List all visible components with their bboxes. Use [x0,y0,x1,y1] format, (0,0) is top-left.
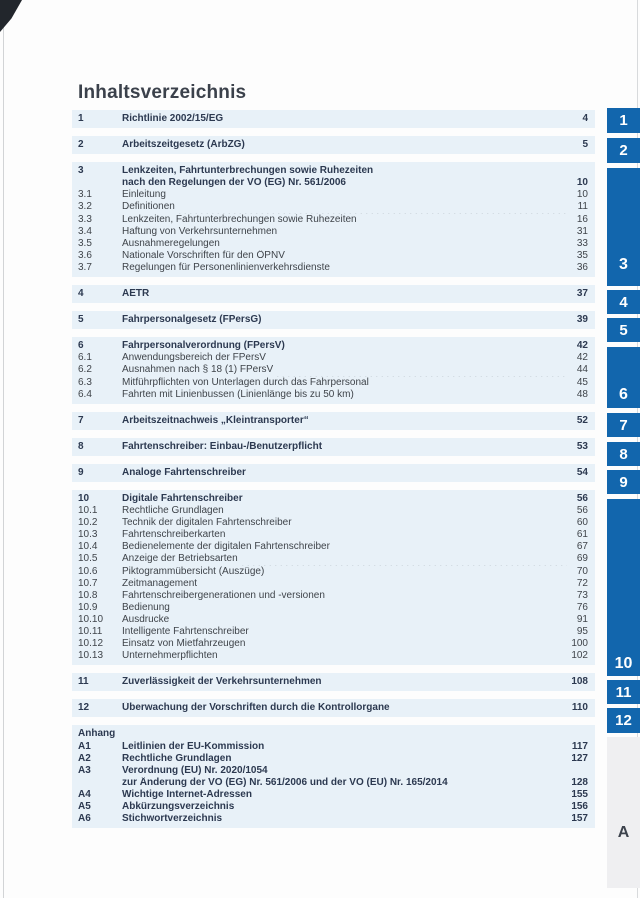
dot-leader [359,214,567,226]
entry-number: 8 [78,440,84,452]
entry-number: 10.9 [78,601,98,613]
toc-entry [78,340,588,352]
tab-label: 1 [619,112,628,129]
toc-entry [78,753,588,765]
toc-entry [78,493,588,505]
tab-label: 9 [619,473,628,491]
dot-leader [224,813,567,825]
section-tab-6 [607,347,640,408]
entry-page-number: 4 [582,113,588,124]
dot-leader [332,541,567,553]
section-tab-7 [607,413,640,437]
entry-number: 2 [78,139,84,151]
entry-title: Einleitung [122,189,166,201]
section-tab-11 [607,680,640,704]
entry-title: Einsatz von Mietfahrzeugen [122,638,246,650]
entry-title: Überwachung der Vorschriften durch die Kontrollorgane [122,702,390,714]
tab-label: 11 [615,683,632,701]
entry-page-number: 42 [576,340,588,352]
toc-section-11 [72,673,595,691]
entry-title-line2: zur Änderung der VO (EG) Nr. 561/2006 und der VO (EU) Nr. 165/2014 [122,776,448,788]
entry-number: 10.6 [78,565,98,577]
entry-page-number: 53 [576,440,588,452]
dot-leader [348,177,567,189]
toc-entry [78,602,588,614]
toc-entry [78,250,588,262]
toc-entry [78,441,588,453]
entry-title: Unternehmerpflichten [122,650,218,662]
toc-section-6 [72,337,595,403]
entry-number: A6 [78,813,91,825]
toc-entry [78,789,588,801]
entry-number: A4 [78,788,91,800]
toc-entry [78,314,588,326]
tab-label: 6 [619,386,628,403]
dot-leader [199,578,567,590]
dot-leader [371,377,567,389]
dot-leader [168,189,567,201]
entry-page-number: 16 [576,213,588,225]
entry-number: 7 [78,414,84,426]
entry-number: A2 [78,752,91,764]
toc-entry [78,262,588,274]
entry-title: Piktogrammübersicht (Auszüge) [122,565,265,577]
toc-section-10 [72,490,595,665]
entry-page-number: 35 [576,249,588,261]
entry-number: 12 [78,702,90,714]
dot-leader [248,467,567,479]
entry-title: Stichwortverzeichnis [122,813,223,825]
toc-entry [78,467,588,479]
entry-number: 3.3 [78,213,92,225]
entry-page-number: 60 [576,517,588,529]
entry-page-number: 31 [576,225,588,237]
toc-entry [78,765,588,777]
entry-page-number: 39 [576,314,588,326]
toc-entry [78,777,588,789]
entry-title: Fahrtenschreibergenerationen und -versionen [122,589,325,601]
toc-entry [78,578,588,590]
entry-title: Fahrpersonalgesetz (FPersG) [122,314,262,326]
entry-page-number: 10 [576,189,588,201]
dot-leader [324,441,567,453]
entry-page-number: 76 [576,601,588,613]
toc-sections [72,110,595,836]
entry-page-number: 48 [576,388,588,400]
entry-title: Bedienung [122,601,170,613]
entry-title: Intelligente Fahrtenschreiber [122,626,249,637]
page-title: Inhaltsverzeichnis [78,82,247,103]
toc-section-9 [72,464,595,482]
entry-page-number: 73 [576,589,588,601]
toc-section-12 [72,699,595,717]
entry-title: Fahrtenschreiber: Einbau-/Benutzerpflicht [122,440,323,452]
toc-entry [78,238,588,250]
toc-entry [78,214,588,226]
entry-page-number: 37 [576,288,588,300]
dot-leader [332,262,567,274]
scan-corner-artifact [0,0,22,32]
dot-leader [240,553,567,565]
entry-number: 10.12 [78,638,104,650]
dot-leader [356,389,567,401]
toc-section-8 [72,438,595,456]
dot-leader [266,741,567,753]
entry-number: 3.5 [78,237,92,249]
entry-page-number: 108 [571,676,588,688]
entry-title: Zuverlässigkeit der Verkehrsunternehmen [122,676,322,688]
dot-leader [311,415,567,427]
toc-entry [78,415,588,427]
entry-number: 3.6 [78,249,92,261]
toc-entry [78,226,588,238]
dot-leader [450,777,567,789]
entry-page-number: 5 [582,139,588,151]
tab-label: 3 [619,256,628,273]
entry-page-number: 67 [576,541,588,553]
dot-leader [236,801,567,813]
entry-page-number: 100 [571,638,588,650]
dot-leader [254,789,567,801]
entry-title: Arbeitszeitnachweis „Kleintransporter“ [122,414,309,426]
tab-label: 8 [619,445,628,463]
entry-title: Fahrtenschreiberkarten [122,529,226,541]
dot-leader [233,753,567,765]
dot-leader [247,139,567,151]
tab-label: A [617,824,630,841]
entry-page-number: 102 [571,650,588,662]
entry-title: Bedienelemente der digitalen Fahrtenschreiber [122,541,330,553]
entry-title: Fahrpersonalverordnung (FPersV) [122,340,285,352]
toc-entry [78,517,588,529]
entry-page-number: 56 [576,505,588,517]
dot-leader [392,702,567,714]
toc-entry [78,541,588,553]
toc-entry [78,590,588,602]
entry-title: Regelungen für Personenlinienverkehrsdienste [122,261,330,273]
dot-leader [220,650,567,662]
dot-leader [171,614,567,626]
entry-title: Zeitmanagement [122,577,198,589]
toc-entry [78,638,588,650]
dot-leader [151,288,567,300]
entry-number: 6.3 [78,376,92,388]
entry-number: A3 [78,764,91,776]
toc-entry [78,566,588,578]
entry-page-number: 11 [577,201,588,213]
dot-leader [225,113,567,125]
dot-leader [327,590,567,602]
dot-leader [279,226,567,238]
dot-leader [263,314,567,326]
toc-entry [78,165,588,177]
entry-number: 10.5 [78,553,98,565]
section-tab-2 [607,138,640,163]
toc-entry [78,529,588,541]
dot-leader [287,340,567,352]
entry-title: Nationale Vorschriften für den ÖPNV [122,249,285,261]
entry-page-number: 56 [576,492,588,504]
entry-number: 3 [78,165,84,177]
entry-page-number: 44 [576,364,588,376]
entry-page-number: 117 [571,740,588,752]
section-tab-10 [607,499,640,676]
toc-entry [78,801,588,813]
dot-leader [226,505,567,517]
entry-title: Wichtige Internet-Adressen [122,788,252,800]
entry-number: 10.7 [78,577,98,589]
dot-leader [275,364,567,376]
entry-title: Leitlinien der EU-Kommission [122,740,265,752]
scan-edge-left [3,0,4,898]
dot-leader [222,238,567,250]
entry-number: 6 [78,340,84,352]
entry-number: 10.2 [78,517,98,529]
toc-entry [78,505,588,517]
entry-title: Definitionen [122,201,175,213]
entry-page-number: 10 [576,177,588,189]
toc-section-3 [72,162,595,277]
entry-number: 10.10 [78,613,104,625]
entry-page-number: 110 [571,702,588,714]
toc-section-5 [72,311,595,329]
entry-title: Rechtliche Grundlagen [122,752,232,764]
entry-number: 6.1 [78,352,92,364]
toc-entry [78,813,588,825]
section-tab-4 [607,290,640,314]
tab-label: 5 [619,321,628,339]
thumb-tabs [607,0,640,898]
dot-leader [266,566,567,578]
entry-page-number: 69 [576,553,588,565]
section-tab-9 [607,470,640,494]
toc-entry [78,626,588,638]
tab-label: 10 [614,655,633,672]
entry-page-number: 156 [571,801,588,813]
dot-leader [245,493,567,505]
entry-page-number: 127 [571,752,588,764]
entry-title: Haftung von Verkehrsunternehmen [122,225,278,237]
entry-page-number: 95 [576,626,588,637]
toc-entry [78,352,588,364]
entry-page-number: 91 [576,613,588,625]
entry-page-number: 36 [576,261,588,273]
entry-number: 10 [78,492,90,504]
entry-number: 5 [78,314,84,326]
entry-title: Analoge Fahrtenschreiber [122,466,246,478]
entry-title: Anwendungsbereich der FPersV [122,352,266,364]
entry-title: Ausnahmeregelungen [122,237,220,249]
entry-number: 11 [78,676,89,688]
tab-label: 4 [619,293,628,311]
toc-section-4 [72,285,595,303]
entry-title: Arbeitszeitgesetz (ArbZG) [122,139,245,151]
section-tab-5 [607,318,640,342]
entry-page-number: 54 [576,466,588,478]
entry-page-number: 45 [576,376,588,388]
entry-number: 4 [78,288,84,300]
entry-number: 10.3 [78,529,98,541]
toc-entry [78,389,588,401]
dot-leader [227,529,567,541]
entry-number: 3.4 [78,225,92,237]
entry-number: 10.13 [78,650,104,662]
toc-entry [78,288,588,300]
entry-number: 3.2 [78,201,92,213]
toc-entry [78,614,588,626]
toc-entry [78,741,588,753]
entry-page-number: 72 [576,577,588,589]
entry-title: Verordnung (EU) Nr. 2020/1054 [122,764,268,776]
entry-number: 10.8 [78,589,98,601]
toc-entry [78,189,588,201]
section-tab-A [607,737,640,888]
entry-number: 9 [78,466,84,478]
section-tab-3 [607,168,640,286]
entry-number-spacer [78,777,122,789]
entry-title-line2: nach den Regelungen der VO (EG) Nr. 561/2006 [122,177,346,189]
entry-title: Fahrten mit Linienbussen (Linienlänge bis zu 50 km) [122,388,354,400]
toc-entry [78,650,588,662]
entry-page-number: 157 [571,813,588,825]
entry-number: 6.2 [78,364,92,376]
toc-entry [78,553,588,565]
entry-page-number: 128 [571,776,588,788]
toc-entry [78,113,588,125]
entry-title: Technik der digitalen Fahrtenschreiber [122,517,292,529]
toc-entry [78,702,588,714]
dot-leader [247,638,567,650]
section-tab-12 [607,708,640,733]
toc-entry [78,177,588,189]
entry-page-number: 52 [576,414,588,426]
entry-title: Abkürzungsverzeichnis [122,801,235,813]
toc-entry [78,201,588,213]
toc-entry [78,377,588,389]
entry-number-spacer [78,177,122,189]
section-tab-8 [607,442,640,466]
dot-leader [287,250,567,262]
section-tab-1 [607,108,640,133]
appendix-label: Anhang [78,728,116,740]
dot-leader [324,676,567,688]
entry-number: A5 [78,801,91,813]
entry-page-number: 33 [576,237,588,249]
toc-section-anhang [72,725,595,828]
entry-number: 3.1 [78,189,92,201]
entry-number: 10.11 [78,626,103,637]
dot-leader [251,626,567,638]
entry-title: AETR [122,288,150,300]
entry-page-number: 155 [571,788,588,800]
entry-title: Lenkzeiten, Fahrtunterbrechungen sowie Ruhezeiten [122,213,357,225]
entry-number: 3.7 [78,261,92,273]
appendix-heading-row [78,728,588,740]
dot-leader [177,201,567,213]
entry-title: Ausdrucke [122,613,170,625]
tab-label: 2 [619,142,628,159]
toc-section-7 [72,412,595,430]
entry-title: Rechtliche Grundlagen [122,505,224,517]
dot-leader [294,517,567,529]
entry-page-number: 70 [576,565,588,577]
entry-number: 1 [78,113,84,124]
toc-entry [78,676,588,688]
entry-number: 10.4 [78,541,98,553]
tab-label: 12 [615,712,632,729]
entry-page-number: 61 [576,529,588,541]
entry-page-number: 42 [576,352,588,364]
entry-title: Richtlinie 2002/15/EG [122,113,224,124]
entry-title: Ausnahmen nach § 18 (1) FPersV [122,364,274,376]
entry-title: Lenkzeiten, Fahrtunterbrechungen sowie Ruhezeiten [122,165,374,177]
toc-section-2 [72,136,595,154]
toc-section-1 [72,110,595,128]
toc-entry [78,139,588,151]
entry-number: 6.4 [78,388,92,400]
entry-title: Mitführpflichten von Unterlagen durch das Fahrpersonal [122,376,369,388]
entry-number: A1 [78,740,91,752]
entry-number: 10.1 [78,505,98,517]
tab-label: 7 [619,416,628,434]
entry-title: Anzeige der Betriebsarten [122,553,238,565]
toc-entry [78,364,588,376]
entry-title: Digitale Fahrtenschreiber [122,492,243,504]
dot-leader [268,352,567,364]
dot-leader [172,602,567,614]
